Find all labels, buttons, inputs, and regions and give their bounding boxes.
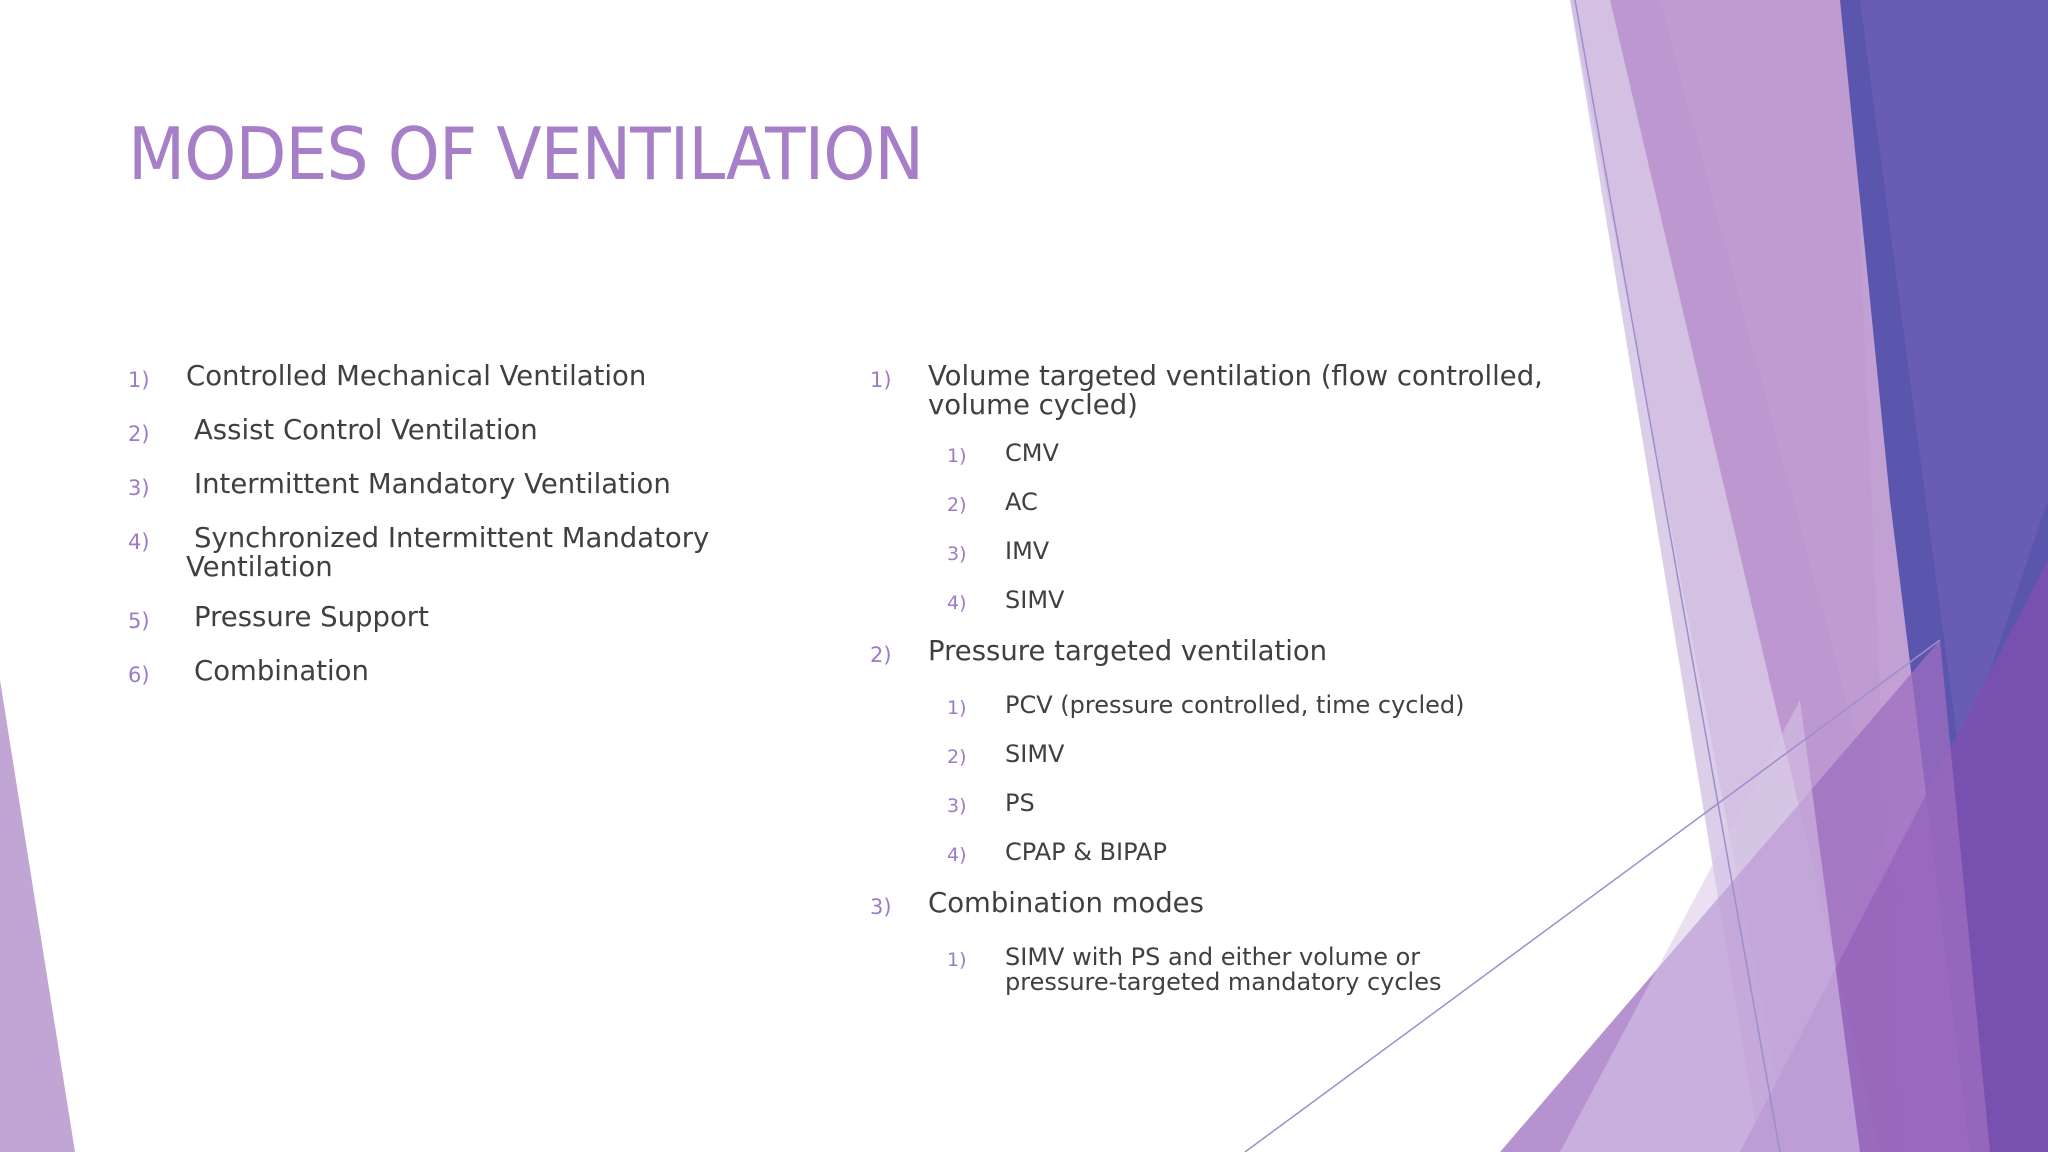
list-text: Combination modes	[928, 887, 1204, 919]
list-item	[870, 889, 1590, 922]
list-item	[128, 524, 778, 582]
sub-list-number: 1)	[947, 949, 967, 971]
sub-list-number: 3)	[947, 795, 967, 817]
list-item	[128, 362, 778, 395]
sub-list-text: CPAP & BIPAP	[1005, 838, 1167, 866]
sub-list-text: IMV	[1005, 537, 1050, 565]
sub-list-item	[947, 945, 1590, 995]
sub-list-item	[947, 539, 1590, 567]
sub-list-item	[947, 441, 1590, 469]
sub-list-number: 2)	[947, 746, 967, 768]
sub-list-item	[947, 840, 1590, 868]
sub-list-text: SIMV	[1005, 740, 1065, 768]
sub-list-text: SIMV	[1005, 586, 1065, 614]
sub-list-number: 2)	[947, 494, 967, 516]
sub-list-item	[947, 693, 1590, 721]
list-number: 2)	[128, 422, 150, 446]
sub-list-item	[947, 742, 1590, 770]
list-text: Volume targeted ventilation (flow controlled, volume cycled)	[928, 360, 1543, 421]
sub-list-number: 4)	[947, 844, 967, 866]
list-text: Controlled Mechanical Ventilation	[186, 360, 647, 392]
list-number: 3)	[128, 476, 150, 500]
right-list	[870, 362, 1590, 995]
list-number: 3)	[870, 895, 892, 919]
sub-list-item	[947, 588, 1590, 616]
list-number: 2)	[870, 643, 892, 667]
list-item	[128, 603, 778, 636]
list-text: Intermittent Mandatory Ventilation	[194, 468, 671, 500]
sub-list-text: SIMV with PS and either volume or pressure-targeted mandatory cycles	[1005, 943, 1442, 996]
list-text: Assist Control Ventilation	[194, 414, 538, 446]
list-item	[870, 637, 1590, 670]
list-number: 4)	[128, 530, 150, 554]
sub-list-number: 3)	[947, 543, 967, 565]
sub-list-text: PCV (pressure controlled, time cycled)	[1005, 691, 1465, 719]
sub-list-item	[947, 791, 1590, 819]
slide-title: MODES OF VENTILATION	[128, 112, 924, 196]
sub-list-text: PS	[1005, 789, 1035, 817]
sub-list-number: 1)	[947, 445, 967, 467]
list-text: Synchronized Intermittent Mandatory Ventilation	[186, 522, 710, 583]
left-list	[128, 362, 778, 711]
sub-list-number: 1)	[947, 697, 967, 719]
sub-list-number: 4)	[947, 592, 967, 614]
list-number: 5)	[128, 609, 150, 633]
list-number: 1)	[870, 368, 892, 392]
list-number: 6)	[128, 663, 150, 687]
list-item	[128, 416, 778, 449]
list-item	[128, 470, 778, 503]
list-number: 1)	[128, 368, 150, 392]
list-text: Pressure targeted ventilation	[928, 635, 1328, 667]
list-item	[128, 657, 778, 690]
sub-list-item	[947, 490, 1590, 518]
list-item	[870, 362, 1590, 420]
list-text: Pressure Support	[194, 601, 429, 633]
list-text: Combination	[194, 655, 369, 687]
sub-list-text: AC	[1005, 488, 1038, 516]
left-edge-triangle	[0, 680, 75, 1152]
sub-list-text: CMV	[1005, 439, 1059, 467]
